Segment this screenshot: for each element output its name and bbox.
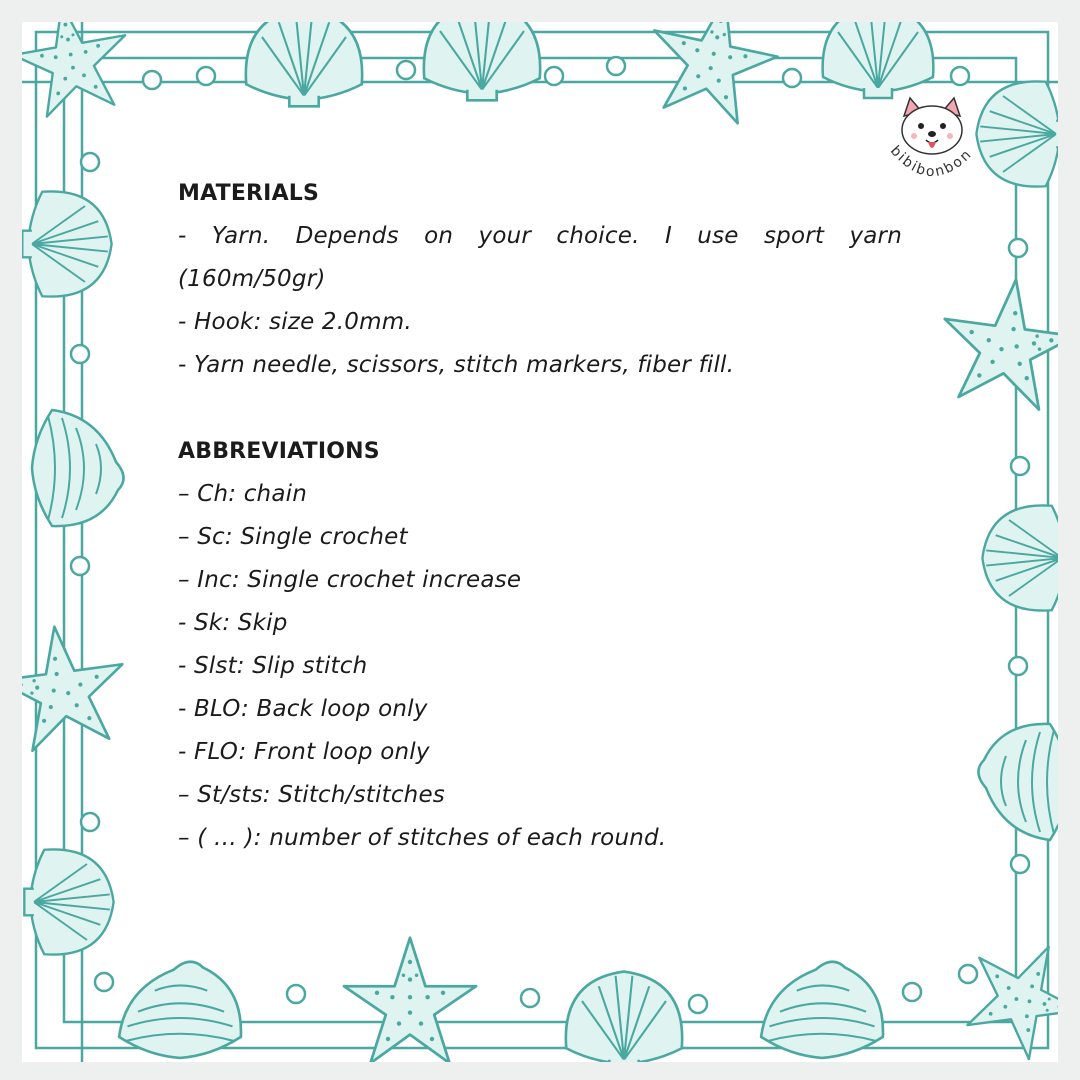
logo-text: bibibonbon	[886, 142, 976, 181]
abbreviation-item: - FLO: Front loop only	[178, 739, 430, 765]
abbreviation-item: – Sc: Single crochet	[178, 524, 408, 550]
materials-item: - Yarn needle, scissors, stitch markers, fiber fill.	[178, 352, 735, 378]
abbreviation-item: – Inc: Single crochet increase	[178, 567, 522, 593]
materials-item: - Hook: size 2.0mm.	[178, 309, 412, 335]
abbreviation-item: - Sk: Skip	[178, 610, 288, 636]
abbreviation-item: - Slst: Slip stitch	[178, 653, 368, 679]
pattern-content	[178, 172, 902, 860]
abbreviation-item: - BLO: Back loop only	[178, 696, 428, 722]
abbreviation-item: – St/sts: Stitch/stitches	[178, 782, 445, 808]
abbreviation-item: – ( … ): number of stitches of each round.	[178, 825, 667, 851]
materials-item: (160m/50gr)	[178, 266, 326, 292]
abbreviations-heading: ABBREVIATIONS	[178, 439, 380, 464]
section-spacer	[178, 387, 902, 430]
materials-item: - Yarn. Depends on your choice. I use sport yarn	[178, 223, 902, 249]
abbreviation-item: – Ch: chain	[178, 481, 307, 507]
materials-heading: MATERIALS	[178, 181, 320, 206]
pattern-card	[22, 22, 1058, 1062]
